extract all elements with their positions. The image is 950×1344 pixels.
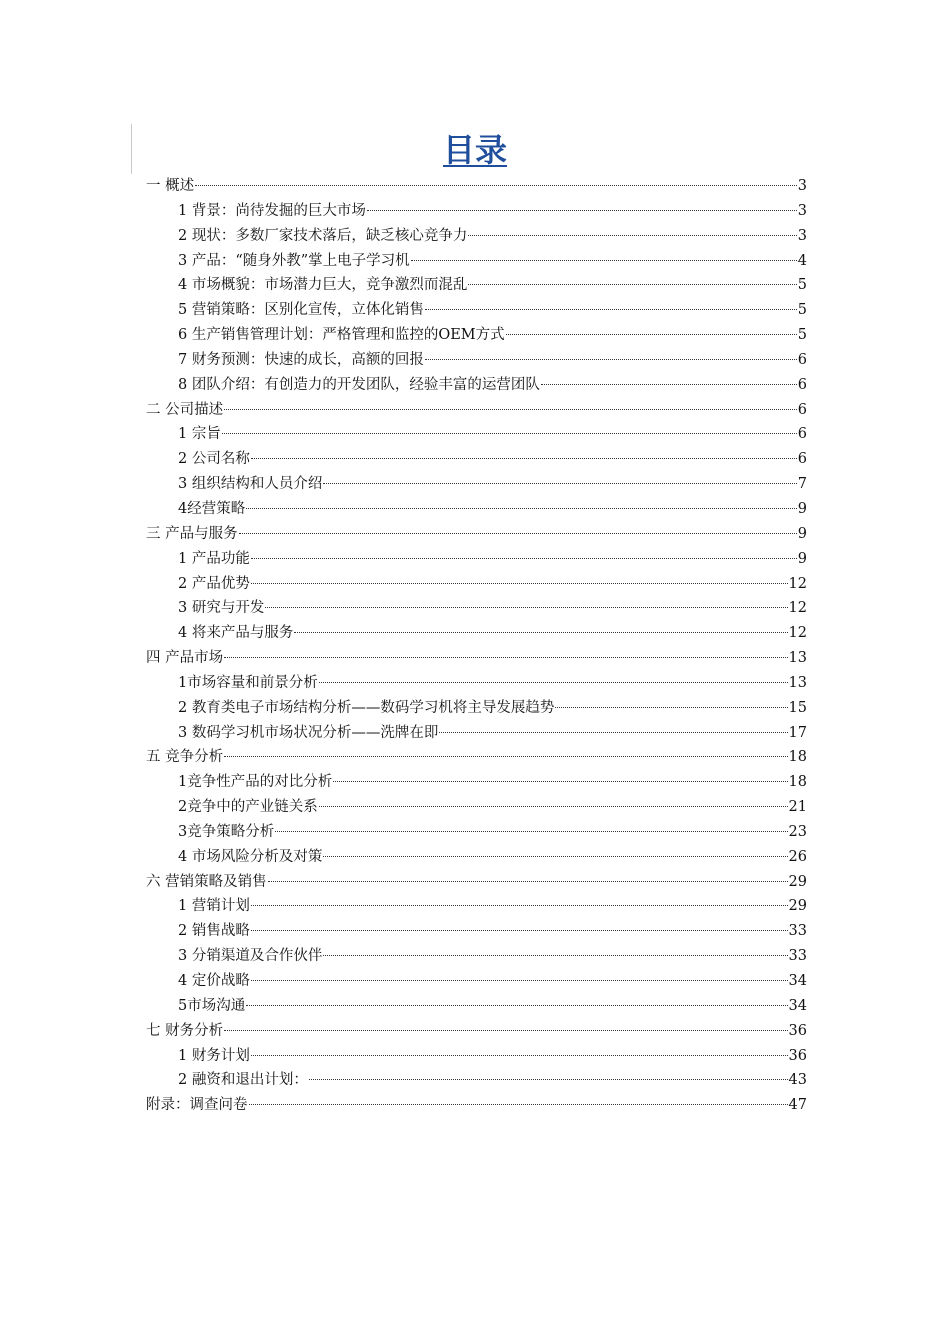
toc-subsection-entry[interactable] <box>146 621 807 646</box>
toc-page-number: 4 <box>797 252 807 269</box>
toc-dot-leader <box>224 1030 787 1031</box>
toc-section-entry[interactable] <box>146 398 807 423</box>
toc-dot-leader <box>468 235 796 236</box>
toc-dot-leader <box>251 980 788 981</box>
toc-entry-title: 6 生产销售管理计划：严格管理和监控的OEM方式 <box>178 327 505 344</box>
toc-subsection-entry[interactable] <box>146 1068 807 1093</box>
toc-page-number: 13 <box>788 650 807 667</box>
toc-dot-leader <box>251 905 788 906</box>
toc-subsection-entry[interactable] <box>146 497 807 522</box>
toc-dot-leader <box>251 583 788 584</box>
toc-dot-leader <box>411 260 797 261</box>
toc-entry-title: 1市场容量和前景分析 <box>178 674 318 691</box>
toc-dot-leader <box>319 806 788 807</box>
toc-page-number: 3 <box>797 227 807 244</box>
page-title: 目录 <box>442 131 507 169</box>
toc-subsection-entry[interactable] <box>146 273 807 298</box>
toc-entry-title: 三 产品与服务 <box>146 525 238 542</box>
toc-page-number: 34 <box>788 973 807 989</box>
toc-page-number: 12 <box>788 575 807 592</box>
toc-subsection-entry[interactable] <box>146 721 807 746</box>
toc-section-entry[interactable] <box>146 522 807 547</box>
toc-subsection-entry[interactable] <box>146 969 807 994</box>
toc-entry-title: 1 宗旨 <box>178 426 221 443</box>
toc-entry-title: 3 产品：“随身外教”掌上电子学习机 <box>178 252 410 269</box>
toc-entry-title: 1 产品功能 <box>178 550 250 567</box>
toc-dot-leader <box>195 185 797 186</box>
toc-entry-title: 5市场沟通 <box>178 997 246 1014</box>
toc-page-number: 12 <box>788 600 807 617</box>
toc-entry-title: 4 市场概貌：市场潜力巨大，竞争激烈而混乱 <box>178 277 468 294</box>
toc-section-entry[interactable] <box>146 870 807 895</box>
toc-dot-leader <box>309 1079 788 1080</box>
toc-dot-leader <box>268 881 788 882</box>
toc-subsection-entry[interactable] <box>146 671 807 696</box>
toc-entry-title: 3 分销渠道及合作伙伴 <box>178 948 323 965</box>
toc-subsection-entry[interactable] <box>146 1044 807 1069</box>
toc-section-entry[interactable] <box>146 174 807 199</box>
toc-dot-leader <box>251 930 788 931</box>
toc-subsection-entry[interactable] <box>146 249 807 274</box>
toc-entry-title: 附录：调查问卷 <box>146 1097 248 1114</box>
toc-page-number: 29 <box>788 873 807 890</box>
toc-page-number: 9 <box>797 550 807 567</box>
toc-entry-title: 7 财务预测：快速的成长，高额的回报 <box>178 351 424 368</box>
toc-dot-leader <box>246 1005 787 1006</box>
toc-page-number: 36 <box>788 1022 807 1039</box>
toc-subsection-entry[interactable] <box>146 795 807 820</box>
toc-subsection-entry[interactable] <box>146 944 807 969</box>
toc-section-entry[interactable] <box>146 1019 807 1044</box>
toc-dot-leader <box>239 533 797 534</box>
toc-entry-title: 4 市场风险分析及对策 <box>178 848 323 865</box>
toc-entry-title: 一 概述 <box>146 178 195 194</box>
toc-entry-title: 四 产品市场 <box>146 650 224 667</box>
toc-page-number: 6 <box>797 351 807 368</box>
toc-page-number: 6 <box>797 426 807 443</box>
toc-page-number: 6 <box>797 451 807 468</box>
toc-dot-leader <box>222 433 797 434</box>
toc-page-number: 13 <box>788 674 807 691</box>
toc-dot-leader <box>506 334 797 335</box>
toc-subsection-entry[interactable] <box>146 348 807 373</box>
toc-page-number: 15 <box>788 699 807 716</box>
toc-page-number: 18 <box>788 774 807 791</box>
toc-page-number: 5 <box>797 277 807 294</box>
toc-subsection-entry[interactable] <box>146 447 807 472</box>
toc-page-number: 29 <box>788 898 807 915</box>
toc-entry-title: 3 研究与开发 <box>178 600 265 617</box>
toc-dot-leader <box>275 831 787 832</box>
toc-entry-title: 2 产品优势 <box>178 575 250 592</box>
toc-page-number: 18 <box>788 749 807 766</box>
toc-page-number: 9 <box>797 500 807 517</box>
toc-entry-title: 3 组织结构和人员介绍 <box>178 476 323 493</box>
toc-dot-leader <box>265 607 787 608</box>
toc-entry-title: 二 公司描述 <box>146 401 224 418</box>
toc-page-number: 47 <box>788 1097 807 1114</box>
toc-section-entry[interactable] <box>146 745 807 770</box>
toc-entry-title: 5 营销策略：区别化宣传，立体化销售 <box>178 302 424 319</box>
toc-dot-leader <box>439 732 787 733</box>
toc-dot-leader <box>468 284 796 285</box>
toc-entry-title: 1 背景：尚待发掘的巨大市场 <box>178 202 366 219</box>
toc-subsection-entry[interactable] <box>146 820 807 845</box>
toc-subsection-entry[interactable] <box>146 894 807 919</box>
toc-subsection-entry[interactable] <box>146 298 807 323</box>
toc-dot-leader <box>323 483 796 484</box>
toc-entry-title: 2 教育类电子市场结构分析——数码学习机将主导发展趋势 <box>178 699 555 716</box>
toc-entry-title: 4 将来产品与服务 <box>178 625 294 642</box>
toc-dot-leader <box>367 210 797 211</box>
toc-dot-leader <box>541 384 797 385</box>
toc-section-entry[interactable] <box>146 646 807 671</box>
toc-entry-title: 七 财务分析 <box>146 1022 224 1039</box>
toc-dot-leader <box>251 458 797 459</box>
toc-entry-title: 2 融资和退出计划： <box>178 1072 308 1089</box>
toc-subsection-entry[interactable] <box>146 919 807 944</box>
toc-dot-leader <box>224 409 797 410</box>
toc-page-number: 3 <box>797 202 807 219</box>
table-of-contents <box>146 174 807 1118</box>
toc-subsection-entry[interactable] <box>146 199 807 224</box>
toc-subsection-entry[interactable] <box>146 770 807 795</box>
toc-entry-title: 2竞争中的产业链关系 <box>178 799 318 816</box>
toc-subsection-entry[interactable] <box>146 994 807 1019</box>
toc-entry-title: 五 竞争分析 <box>146 749 224 766</box>
toc-page-number: 23 <box>788 823 807 840</box>
toc-page-number: 33 <box>788 923 807 940</box>
toc-entry-title: 1竞争性产品的对比分析 <box>178 774 333 791</box>
toc-entry-title: 2 公司名称 <box>178 451 250 468</box>
toc-dot-leader <box>224 657 787 658</box>
toc-entry-title: 2 现状：多数厂家技术落后，缺乏核心竞争力 <box>178 227 468 244</box>
toc-subsection-entry[interactable] <box>146 596 807 621</box>
toc-dot-leader <box>251 558 797 559</box>
toc-dot-leader <box>323 955 787 956</box>
toc-entry-title: 8 团队介绍：有创造力的开发团队，经验丰富的运营团队 <box>178 376 540 393</box>
toc-dot-leader <box>294 632 787 633</box>
toc-page-number: 33 <box>788 948 807 965</box>
toc-page-number: 43 <box>788 1072 807 1089</box>
toc-page-number: 21 <box>788 799 807 816</box>
toc-entry-title: 4经营策略 <box>178 500 246 517</box>
toc-subsection-entry[interactable] <box>146 696 807 721</box>
toc-page-number: 26 <box>788 848 807 865</box>
toc-page-number: 5 <box>797 327 807 344</box>
toc-dot-leader <box>333 781 787 782</box>
toc-page-number: 17 <box>788 724 807 741</box>
toc-page-number: 36 <box>788 1047 807 1064</box>
toc-entry-title: 3 数码学习机市场状况分析——洗牌在即 <box>178 724 439 741</box>
toc-page-number: 5 <box>797 302 807 319</box>
toc-entry-title: 1 财务计划 <box>178 1047 250 1064</box>
toc-page-number: 34 <box>788 997 807 1014</box>
toc-page-number: 6 <box>797 401 807 418</box>
toc-section-entry[interactable] <box>146 1093 807 1118</box>
toc-subsection-entry[interactable] <box>146 224 807 249</box>
toc-page-number: 12 <box>788 625 807 642</box>
toc-dot-leader <box>425 309 797 310</box>
toc-page-number: 7 <box>797 476 807 493</box>
toc-subsection-entry[interactable] <box>146 323 807 348</box>
toc-entry-title: 1 营销计划 <box>178 898 250 915</box>
toc-dot-leader <box>555 707 787 708</box>
toc-page-number: 6 <box>797 376 807 393</box>
toc-dot-leader <box>319 682 788 683</box>
toc-entry-title: 4 定价战略 <box>178 973 250 989</box>
toc-subsection-entry[interactable] <box>146 572 807 597</box>
toc-subsection-entry[interactable] <box>146 547 807 572</box>
toc-subsection-entry[interactable] <box>146 373 807 398</box>
toc-dot-leader <box>323 856 787 857</box>
toc-dot-leader <box>425 359 797 360</box>
toc-entry-title: 2 销售战略 <box>178 923 250 940</box>
toc-entry-title: 3竞争策略分析 <box>178 823 275 840</box>
toc-page-number: 9 <box>797 525 807 542</box>
toc-entry-title: 六 营销策略及销售 <box>146 873 267 890</box>
toc-dot-leader <box>249 1104 788 1105</box>
toc-dot-leader <box>251 1055 788 1056</box>
toc-dot-leader <box>246 508 797 509</box>
toc-page-number: 3 <box>797 178 807 194</box>
toc-subsection-entry[interactable] <box>146 422 807 447</box>
toc-subsection-entry[interactable] <box>146 845 807 870</box>
toc-subsection-entry[interactable] <box>146 472 807 497</box>
toc-dot-leader <box>224 756 787 757</box>
